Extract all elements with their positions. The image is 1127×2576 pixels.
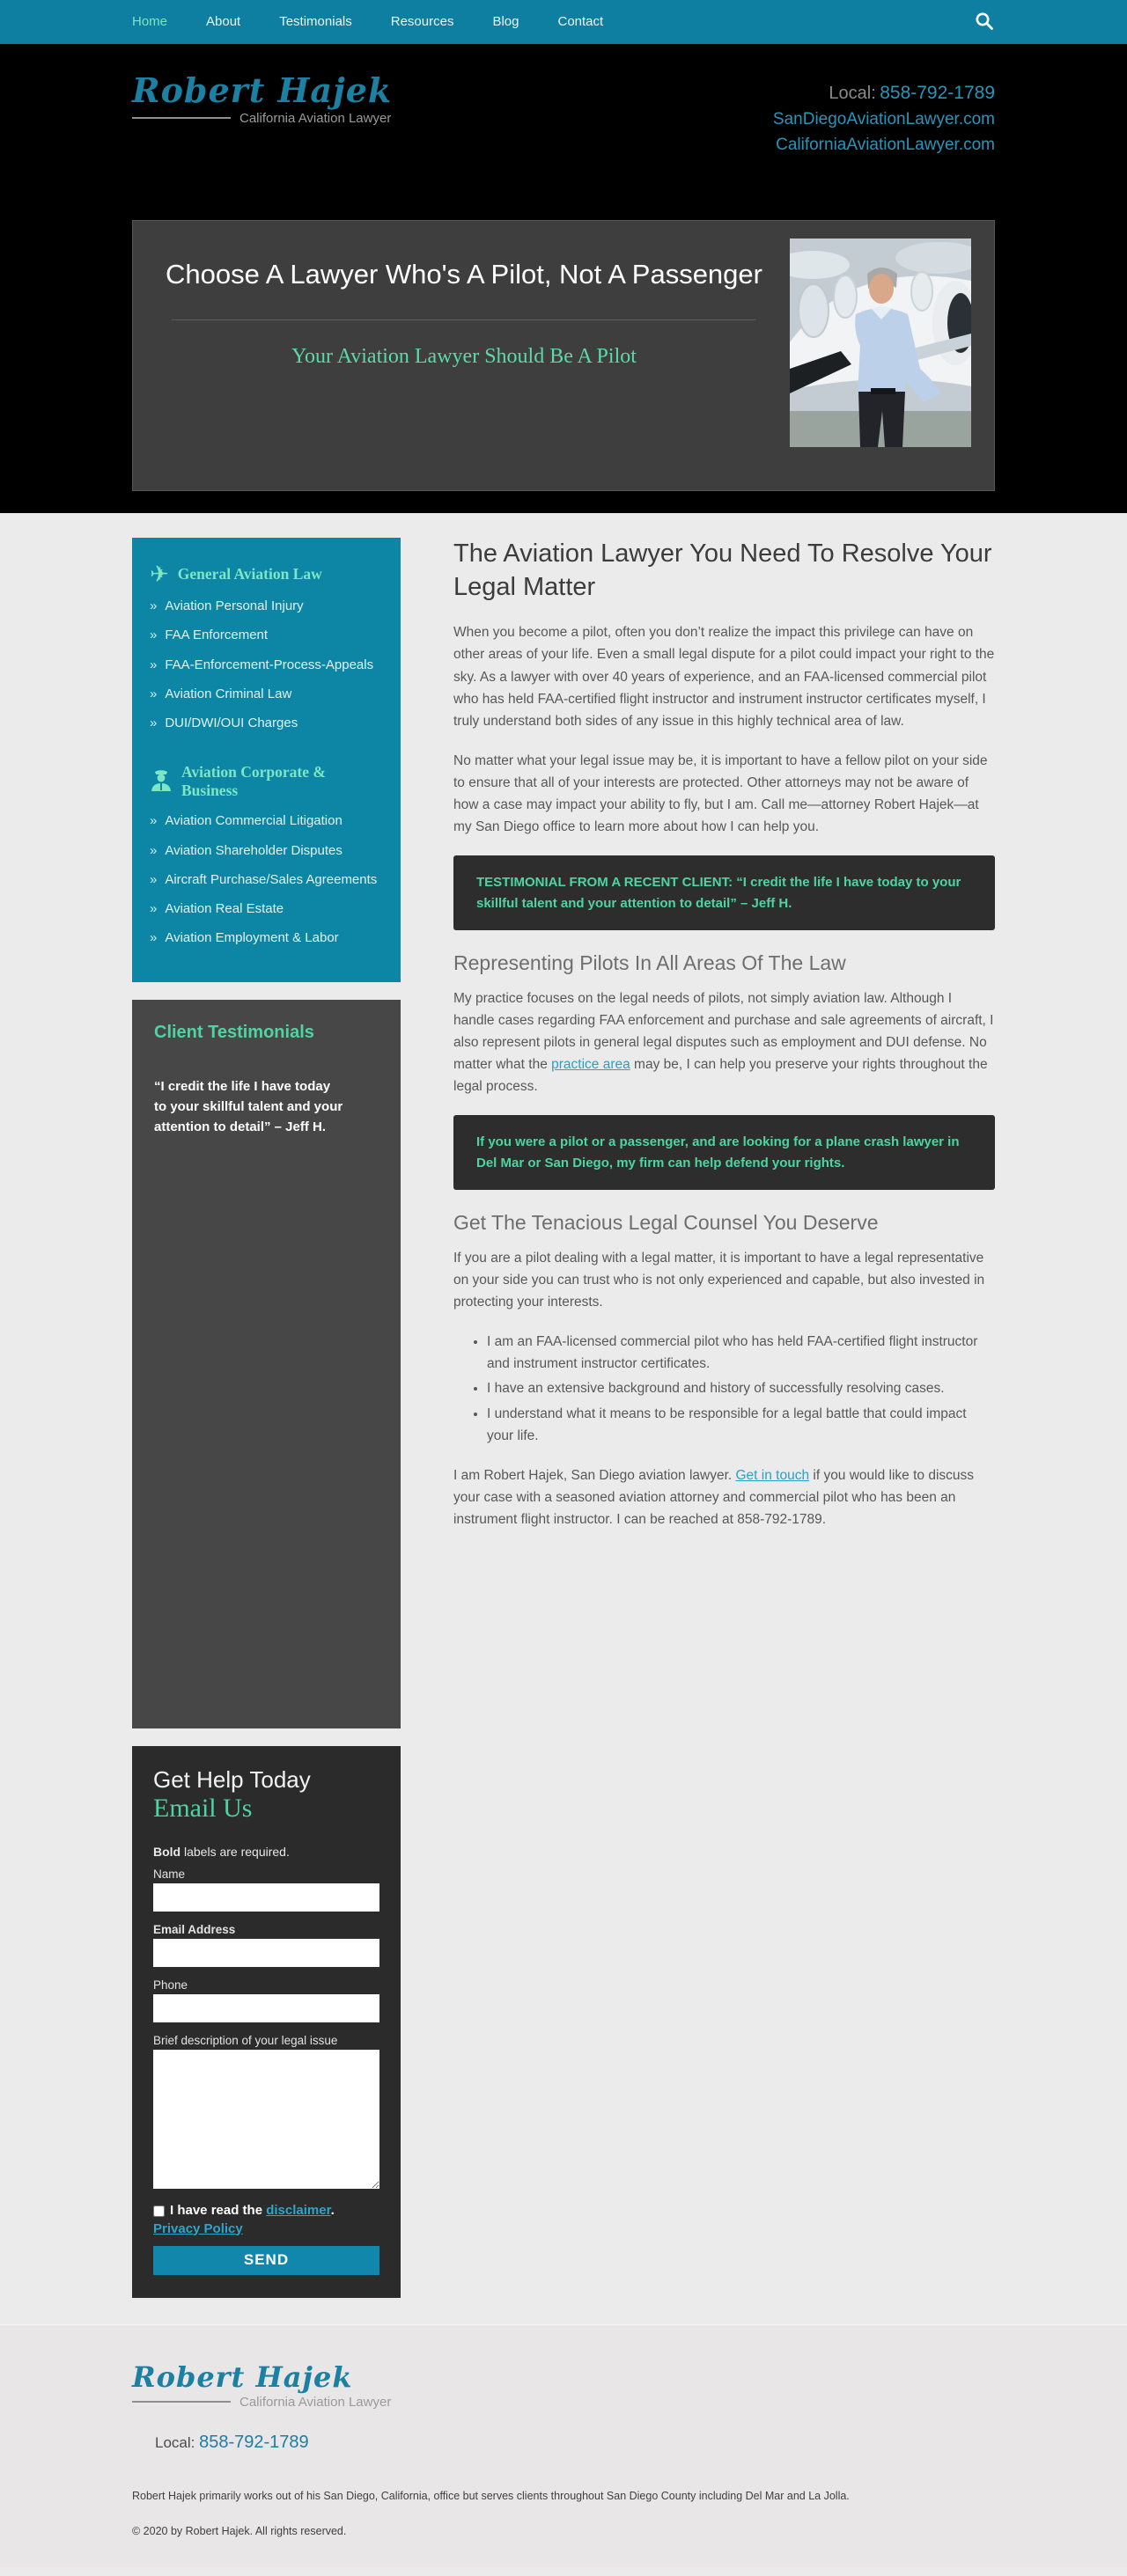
chevron-icon: » [150,901,158,916]
site-footer [0,2324,1127,2567]
qualification-item: • I have an extensive background and history of successfully resolving cases. [487,1377,995,1399]
nav-list [132,14,603,30]
sidebar-menu-link[interactable]: » DUI/DWI/OUI Charges [150,715,383,732]
nav-link[interactable]: Blog [492,14,519,29]
logo-tagline: California Aviation Lawyer [239,110,392,126]
testimonial-callout: TESTIMONIAL FROM A RECENT CLIENT: “I credit the life I have today to your skillful talent and your attention to detail” – Jeff H. [453,855,995,930]
search-button[interactable] [974,11,995,34]
nav-link[interactable]: Contact [557,14,604,29]
sidebar-menu-item [150,900,383,918]
chevron-icon: » [150,871,158,887]
client-testimonials-widget [132,1000,401,1728]
logo-underline [132,117,231,119]
contact-form [132,1746,401,2298]
hero-title: Choose A Lawyer Who's A Pilot, Not A Passenger [166,259,762,290]
hero-subtitle: Your Aviation Lawyer Should Be A Pilot [291,344,637,368]
search-icon [974,11,995,34]
get-in-touch-link[interactable]: Get in touch [735,1467,810,1483]
sidebar-menu-item [150,842,383,860]
sidebar-menu-link[interactable]: » FAA Enforcement [150,627,383,644]
nav-item [391,14,454,30]
footer-local-label: Local: [155,2433,200,2451]
email-field[interactable] [153,1939,379,1967]
name-label: Name [153,1868,186,1881]
sidebar-menu-link[interactable]: » FAA-Enforcement-Process-Appeals [150,657,383,674]
phone-label: Phone [153,1978,188,1992]
footer-logo-underline [132,2401,231,2403]
practice-paragraph: My practice focuses on the legal needs of pilots, not simply aviation law. Although I handle cases regarding FAA enforcement and purchase and sale agreements of aircraft, I also represent pilots in general legal disputes such as employment and DUI defense. No matter what the practice area may be, I can help you preserve your rights throughout the legal process. [453,990,994,1095]
menu-items-corporate [150,812,383,947]
privacy-policy-link[interactable]: Privacy Policy [153,2220,243,2236]
sidebar-menu-link[interactable]: » Aviation Employment & Labor [150,929,383,947]
page-title: The Aviation Lawyer You Need To Resolve Your Legal Matter [453,539,992,601]
widget-title: Client Testimonials [154,1022,314,1042]
sidebar-menu-item [150,715,383,732]
qualification-item: • I am an FAA-licensed commercial pilot who has held FAA-certified flight instructor and instrument instructor certificates. [487,1331,995,1375]
nav-item [557,14,603,30]
nav-item [132,14,167,30]
phone-field[interactable] [153,1994,379,2022]
domain-link-sandiego[interactable]: SanDiegoAviationLawyer.com [772,110,995,128]
logo-name: Robert Hajek [132,70,393,110]
sidebar-menu-link[interactable]: » Aviation Personal Injury [150,598,383,615]
main-area [0,513,1127,2324]
footer-disclaimer: Robert Hajek primarily works out of his San Diego, California, office but serves clients throughout San Diego County including Del Mar and La Jolla. [132,2489,850,2502]
form-title: Get Help Today [153,1765,311,1793]
nav-link[interactable]: Testimonials [279,14,352,29]
footer-logo-name: Robert Hajek [132,2359,353,2394]
form-subtitle: Email Us [153,1794,253,1823]
sidebar-menu-item [150,627,383,644]
counsel-paragraph: If you are a pilot dealing with a legal matter, it is important to have a legal representative on your side you can trust who is not only experienced and capable, but also invested in protecting your interests. [453,1250,985,1310]
sidebar-menu-link[interactable]: » Aviation Commercial Litigation [150,812,383,830]
sidebar-menu-item [150,598,383,615]
chevron-icon: » [150,842,158,858]
top-navigation [0,0,1127,44]
pilot-icon [150,767,173,796]
practice-areas-menu [132,538,401,982]
sidebar-menu-item [150,871,383,889]
qualifications-list [487,1331,995,1447]
footer-contact [155,2433,995,2453]
hero-section [0,202,1127,513]
site-header [0,44,1127,513]
footer-logo-tagline: California Aviation Lawyer [239,2394,392,2410]
testimonial-quote: “I credit the life I have today to your skillful talent and your attention to detail” – Jeff H. [154,1078,343,1134]
local-label: Local: [829,84,876,103]
menu-heading-general-aviation: ✈ General Aviation Law [150,561,322,587]
menu-items-general [150,598,383,732]
disclaimer-link[interactable]: disclaimer [266,2203,331,2218]
chevron-icon: » [150,598,158,613]
description-field[interactable] [153,2050,379,2189]
hero-photo [790,239,971,447]
name-field[interactable] [153,1883,379,1912]
nav-item [492,14,519,30]
sidebar-menu-item [150,686,383,703]
chevron-icon: » [150,627,158,643]
footer-copyright: © 2020 by Robert Hajek. All rights reserved. [132,2524,347,2537]
sidebar-menu-item [150,812,383,830]
sidebar-menu-item [150,657,383,674]
footer-phone-link[interactable]: 858-792-1789 [199,2432,309,2452]
sidebar-menu-link[interactable]: » Aviation Shareholder Disputes [150,842,383,860]
site-logo[interactable] [132,72,392,126]
closing-paragraph: I am Robert Hajek, San Diego aviation lawyer. Get in touch if you would like to discuss your case with a seasoned aviation attorney and commercial pilot who has been an instrument flight instructor. I can be reached at 858-792-1789. [453,1467,975,1527]
phone-link[interactable]: 858-792-1789 [880,83,995,103]
email-label: Email Address [153,1923,236,1936]
intro-paragraph-2: No matter what your legal issue may be, it is important to have a fellow pilot on your side to ensure that all of your interests are protected. Other attorneys may not be aware of how a case may impact your ability to fly, but I am. Call me—attorney Robert Hajek—at my San Diego office to learn more about how I can help you. [453,752,988,835]
menu-heading-corporate: Aviation Corporate & Business [150,763,383,800]
nav-link[interactable]: Resources [390,14,454,29]
footer-logo[interactable] [132,2359,392,2410]
disclaimer-row: I have read the disclaimer. [153,2202,379,2220]
description-label: Brief description of your legal issue [153,2034,338,2047]
nav-item [279,14,352,30]
qualification-item: • I understand what it means to be responsible for a legal battle that could impact your life. [487,1403,995,1447]
section-heading-counsel: Get The Tenacious Legal Counsel You Deserve [453,1210,879,1234]
domain-link-california[interactable]: CaliforniaAviationLawyer.com [776,136,995,154]
nav-item [206,14,240,30]
sidebar-menu-item [150,929,383,947]
intro-paragraph-1: When you become a pilot, often you don’t realize the impact this privilege can have on other areas of your life. Even a small legal dispute for a pilot could impact your right to the sky. As a lawyer with over 40 years of experience, and an FAA-licensed commercial pilot who has held FAA-certified flight instructor and instrument instructor certificates myself, I truly understand both sides of any issue in this highly technical area of law. [453,625,995,729]
airplane-icon: ✈ [150,561,169,587]
sidebar-menu-link[interactable]: » Aviation Real Estate [150,900,383,918]
nav-link[interactable]: About [206,14,241,29]
form-note: Bold labels are required. [153,1845,290,1859]
header-contact [773,72,995,155]
chevron-icon: » [150,657,158,672]
chevron-icon: » [150,686,158,701]
left-sidebar [132,538,401,2298]
practice-area-link[interactable]: practice area [551,1057,630,1073]
send-button[interactable]: SEND [153,2246,379,2275]
main-content [453,538,995,1548]
sidebar-menu-link[interactable]: » Aircraft Purchase/Sales Agreements [150,871,383,889]
plane-crash-callout: If you were a pilot or a passenger, and are looking for a plane crash lawyer in Del Mar or San Diego, my firm can help defend your rights. [453,1115,995,1190]
chevron-icon: » [150,716,158,730]
disclaimer-checkbox[interactable] [153,2205,165,2217]
chevron-icon: » [150,813,158,829]
section-heading-representing: Representing Pilots In All Areas Of The Law [453,950,846,974]
hero-divider [172,319,756,320]
nav-link[interactable]: Home [132,14,168,29]
sidebar-menu-link[interactable]: » Aviation Criminal Law [150,686,383,703]
chevron-icon: » [150,930,158,946]
